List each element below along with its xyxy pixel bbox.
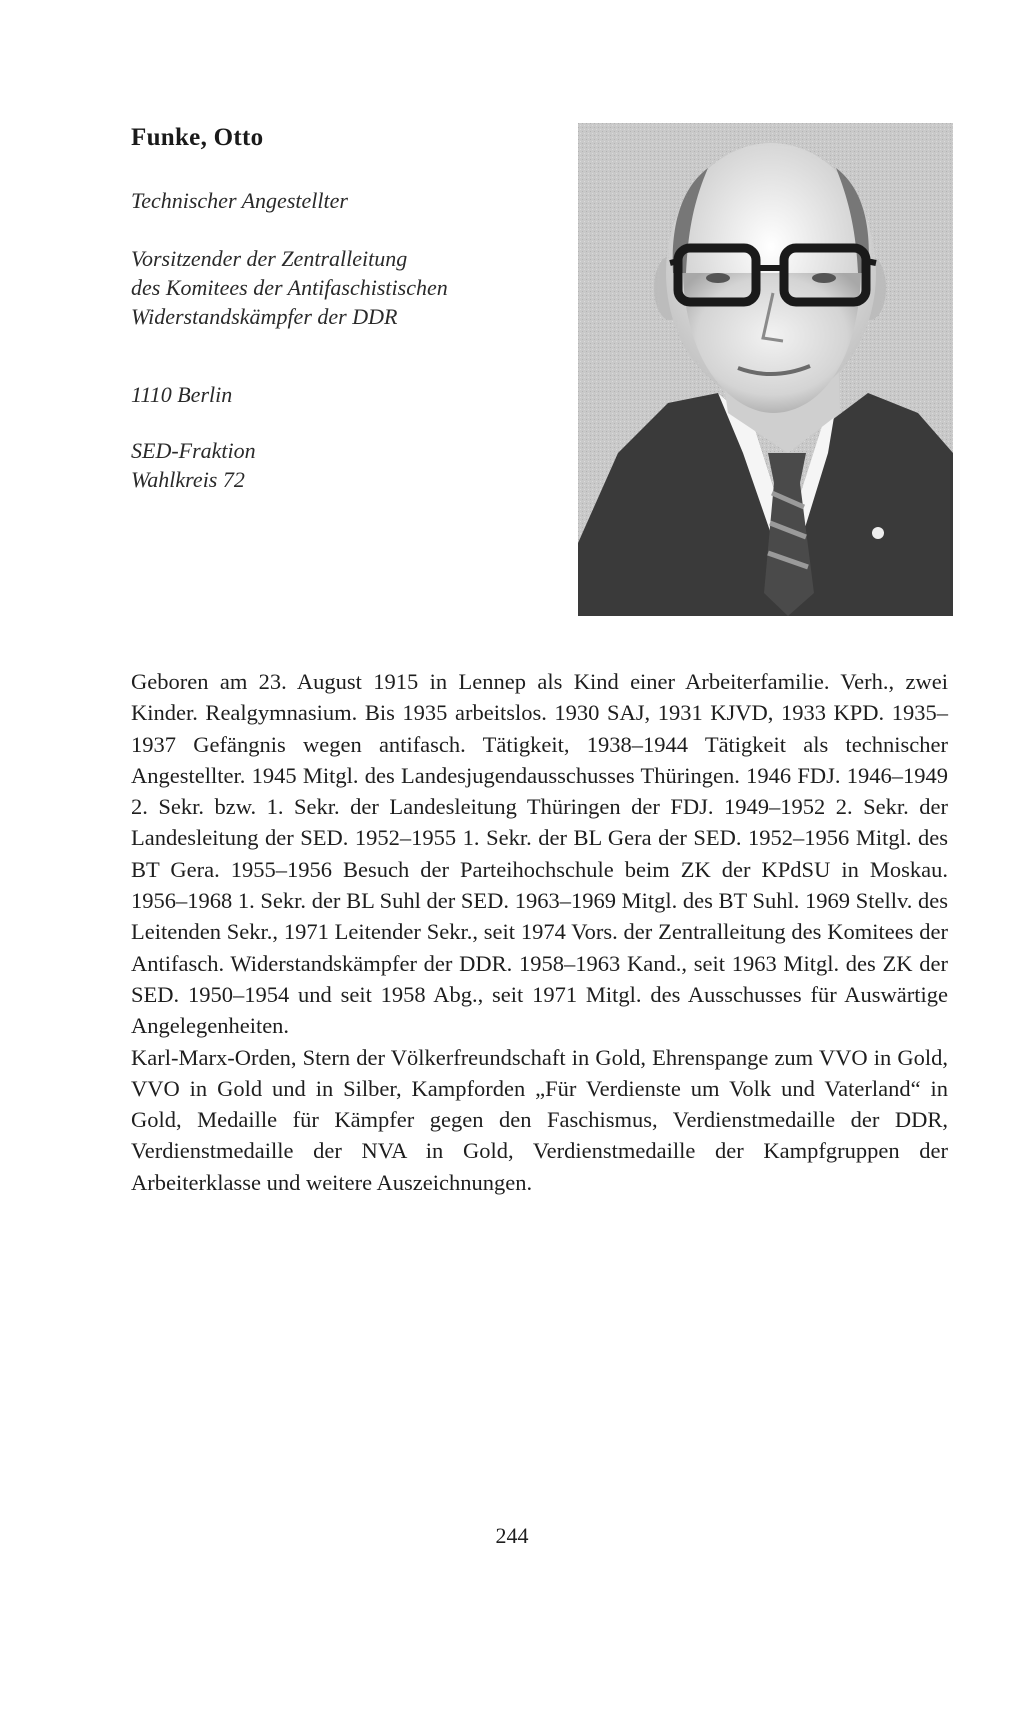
function-line: Vorsitzender der Zentralleitung (131, 246, 408, 271)
occupation-text: Technischer Angestellter (131, 188, 348, 213)
biography (131, 666, 948, 1198)
portrait-photo (578, 123, 953, 616)
fraction-text: SED-Fraktion (131, 438, 256, 463)
fraction-block (131, 436, 256, 494)
city-text: 1110 Berlin (131, 382, 233, 407)
function-line: Widerstandskämpfer der DDR (131, 304, 398, 329)
function-line: des Komitees der Antifaschistischen (131, 275, 448, 300)
occupation (131, 186, 348, 215)
city (131, 380, 232, 409)
page-number: 244 (495, 1523, 529, 1548)
constituency-text: Wahlkreis 72 (131, 467, 245, 492)
biography-paragraph: Geboren am 23. August 1915 in Lennep als Kind einer Arbeiterfamilie. Verh., zwei Kinder. Realgymnasium. Bis 1935 arbeitslos. 1930 SAJ, 1931 KJVD, 1933 KPD. 1935–1937 Gefängnis wegen antifasch. Tätigkeit, 1938–1944 Tätigkeit als technischer Angestellter. 1945 Mitgl. des Landesjugendausschusses Thüringen. 1946 FDJ. 1946–1949 2. Sekr. bzw. 1. Sekr. der Landesleitung Thüringen der FDJ. 1949–1952 2. Sekr. der Landesleitung der SED. 1952–1955 1. Sekr. der BL Gera der SED. 1952–1956 Mitgl. des BT Gera. 1955–1956 Besuch der Parteihochschule beim ZK der KPdSU in Moskau. 1956–1968 1. Sekr. der BL Suhl der SED. 1963–1969 Mitgl. des BT Suhl. 1969 Stellv. des Leitenden Sekr., 1971 Leitender Sekr., seit 1974 Vors. der Zentralleitung des Komitees der Antifasch. Widerstandskämpfer der DDR. 1958–1963 Kand., seit 1963 Mitgl. des ZK der SED. 1950–1954 und seit 1958 Abg., seit 1971 Mitgl. des Ausschusses für Auswärtige Angelegenheiten. (131, 669, 948, 1039)
portrait-icon (578, 123, 953, 616)
awards-paragraph: Karl-Marx-Orden, Stern der Völkerfreundschaft in Gold, Ehrenspange zum VVO in Gold, VVO in Gold und in Silber, Kampforden „Für Verdienste um Volk und Vaterland“ in Gold, Medaille für Kämpfer gegen den Faschismus, Verdienstmedaille der DDR, Verdienstmedaille der NVA in Gold, Verdienstmedaille der Kampfgruppen der Arbeiterklasse und weitere Auszeichnungen. (131, 1044, 948, 1195)
function-block (131, 244, 448, 331)
person-name: Funke, Otto (131, 124, 264, 151)
